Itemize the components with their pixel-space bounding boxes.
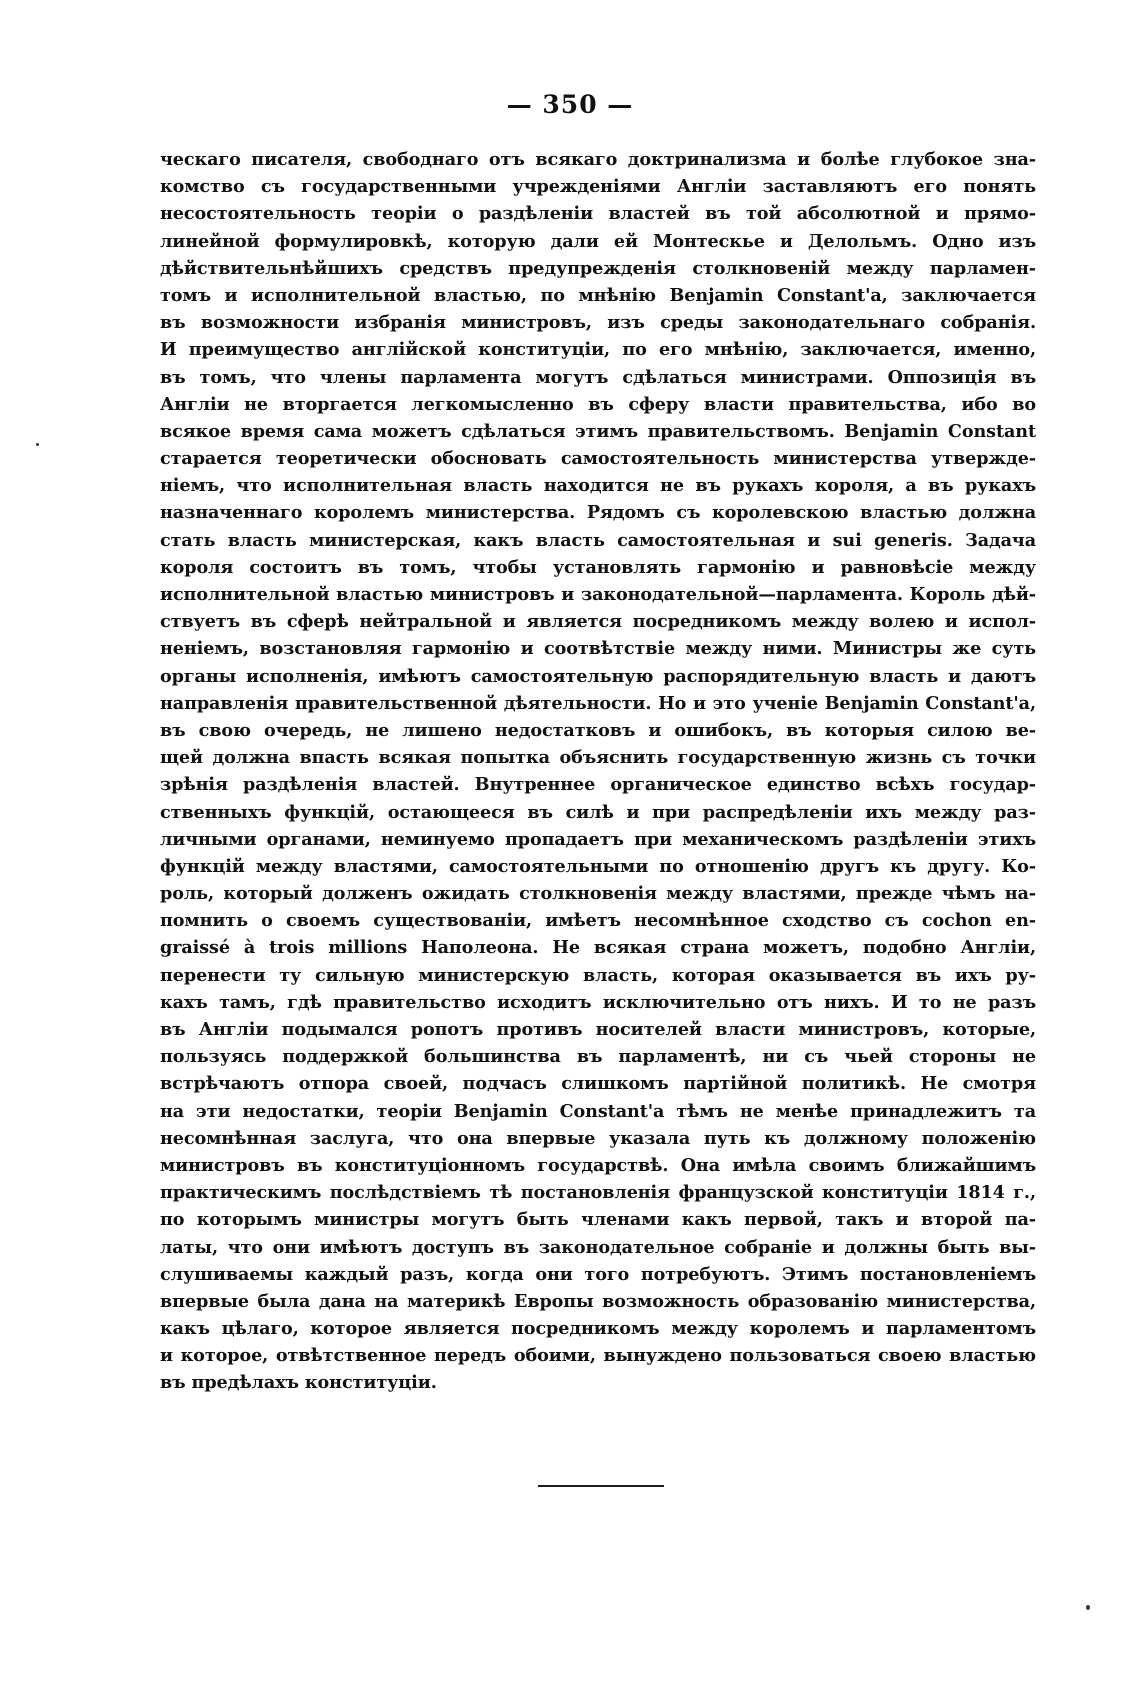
text-line: стать власть министерская, какъ власть самостоятельная и sui generis. Задача [160, 529, 1036, 551]
text-line: назначеннаго королемъ министерства. Рядомъ съ королевскою властью должна [160, 502, 1036, 524]
text-line: всякое время сама можетъ сдѣлаться этимъ правительствомъ. Benjamin Constant [160, 420, 1036, 442]
text-line: слушиваемы каждый разъ, когда они того потребуютъ. Этимъ постановленіемъ [160, 1263, 1036, 1285]
text-line: ческаго писателя, свободнаго отъ всякаго доктринализма и болѣе глубокое зна- [160, 149, 1036, 170]
text-line: ствуетъ въ сферѣ нейтральной и является посредникомъ между волею и испол- [160, 611, 1036, 633]
text-line: кахъ тамъ, гдѣ правительство исходитъ исключительно отъ нихъ. И то не разъ [160, 991, 1036, 1013]
text-line: въ томъ, что члены парламента могутъ сдѣлаться министрами. Оппозиція въ [160, 366, 1036, 388]
text-line: перенести ту сильную министерскую власть, которая оказывается въ ихъ ру- [160, 964, 1036, 986]
text-line: личными органами, неминуемо пропадаетъ при механическомъ раздѣленіи этихъ [160, 828, 1036, 850]
text-line: И преимущество англійской конституціи, по его мнѣнію, заключается, именно, [160, 339, 1036, 361]
scan-speck [1086, 1605, 1090, 1610]
text-line: ственныхъ функцій, остающееся въ силѣ и при распредѣленіи ихъ между раз- [160, 801, 1036, 823]
text-line: впервые была дана на материкѣ Европы возможность образованію министерства, [160, 1290, 1036, 1312]
text-line: зрѣнія раздѣленія властей. Внутреннее органическое единство всѣхъ государ- [160, 774, 1036, 796]
text-line: практическимъ послѣдствіемъ тѣ постановленія французской конституціи 1814 г., [160, 1182, 1036, 1204]
text-line: щей должна впасть всякая попытка объяснить государственную жизнь съ точки [160, 747, 1036, 769]
text-line: латы, что они имѣютъ доступъ въ законодательное собраніе и должны быть вы- [160, 1236, 1036, 1258]
text-line: пользуясь поддержкой большинства въ парламентѣ, ни съ чьей стороны не [160, 1046, 1036, 1068]
text-line: въ возможности избранія министровъ, изъ среды законодательнаго собранія. [160, 312, 1036, 334]
text-line: несомнѣнная заслуга, что она впервые указала путь къ должному положенію [160, 1127, 1036, 1149]
text-line: неніемъ, возстановляя гармонію и соотвѣтствіе между ними. Министры же суть [160, 638, 1036, 660]
page-number: — 350 — [506, 90, 634, 119]
text-line: министровъ въ конституціонномъ государствѣ. Она имѣла своимъ ближайшимъ [160, 1154, 1036, 1176]
text-line: линейной формулировкѣ, которую дали ей Монтескье и Делольмъ. Одно изъ [160, 230, 1036, 252]
text-line: въ предѣлахъ конституціи. [160, 1372, 437, 1394]
text-line: комство съ государственными учрежденіями Англіи заставляютъ его понять [160, 176, 1036, 198]
text-line: дѣйствительнѣйшихъ средствъ предупрежденія столкновеній между парламен- [160, 257, 1036, 279]
text-line: несостоятельность теоріи о раздѣленіи властей въ той абсолютной и прямо- [160, 203, 1036, 225]
scan-speck [36, 443, 39, 446]
text-line: органы исполненія, имѣютъ самостоятельную распорядительную власть и даютъ [160, 665, 1036, 687]
text-line: томъ и исполнительной властью, по мнѣнію Benjamin Constant'a, заключается [160, 284, 1036, 306]
text-line: короля состоитъ въ томъ, чтобы установлять гармонію и равновѣсіе между [160, 556, 1036, 578]
text-line: по которымъ министры могутъ быть членами какъ первой, такъ и второй па- [160, 1209, 1036, 1231]
text-line: на эти недостатки, теоріи Benjamin Constant'a тѣмъ не менѣе принадлежитъ та [160, 1100, 1036, 1122]
text-line: въ свою очередь, не лишено недостатковъ и ошибокъ, въ которыя силою ве- [160, 719, 1036, 741]
text-line: помнить о своемъ существованіи, имѣетъ несомнѣнное сходство съ cochon en- [160, 910, 1036, 932]
text-line: и которое, отвѣтственное передъ обоими, вынуждено пользоваться своею властью [160, 1345, 1036, 1367]
text-line: какъ цѣлаго, которое является посредникомъ между королемъ и парламентомъ [160, 1318, 1036, 1340]
text-line: ніемъ, что исполнительная власть находится не въ рукахъ короля, а въ рукахъ [160, 475, 1036, 497]
body-text [160, 146, 1036, 1397]
text-line: направленія правительственной дѣятельности. Но и это ученіе Benjamin Constant'a, [160, 692, 1036, 714]
text-line: въ Англіи подымался ропотъ противъ носителей власти министровъ, которые, [160, 1019, 1036, 1040]
text-line: функцій между властями, самостоятельными по отношенію другъ къ другу. Ко- [160, 855, 1036, 877]
text-line: исполнительной властью министровъ и законодательной—парламента. Король дѣй- [160, 584, 1036, 605]
text-line: graissé à trois millions Наполеона. Не всякая страна можетъ, подобно Англіи, [160, 937, 1036, 959]
text-line: встрѣчаютъ отпора своей, подчасъ слишкомъ партійной политикѣ. Не смотря [160, 1073, 1036, 1095]
text-line: Англіи не вторгается легкомысленно въ сферу власти правительства, ибо во [160, 393, 1036, 415]
text-line: старается теоретически обосновать самостоятельность министерства утвержде- [160, 448, 1036, 470]
end-rule [538, 1485, 664, 1487]
text-line: роль, который долженъ ожидать столкновенія между властями, прежде чѣмъ на- [160, 883, 1036, 905]
